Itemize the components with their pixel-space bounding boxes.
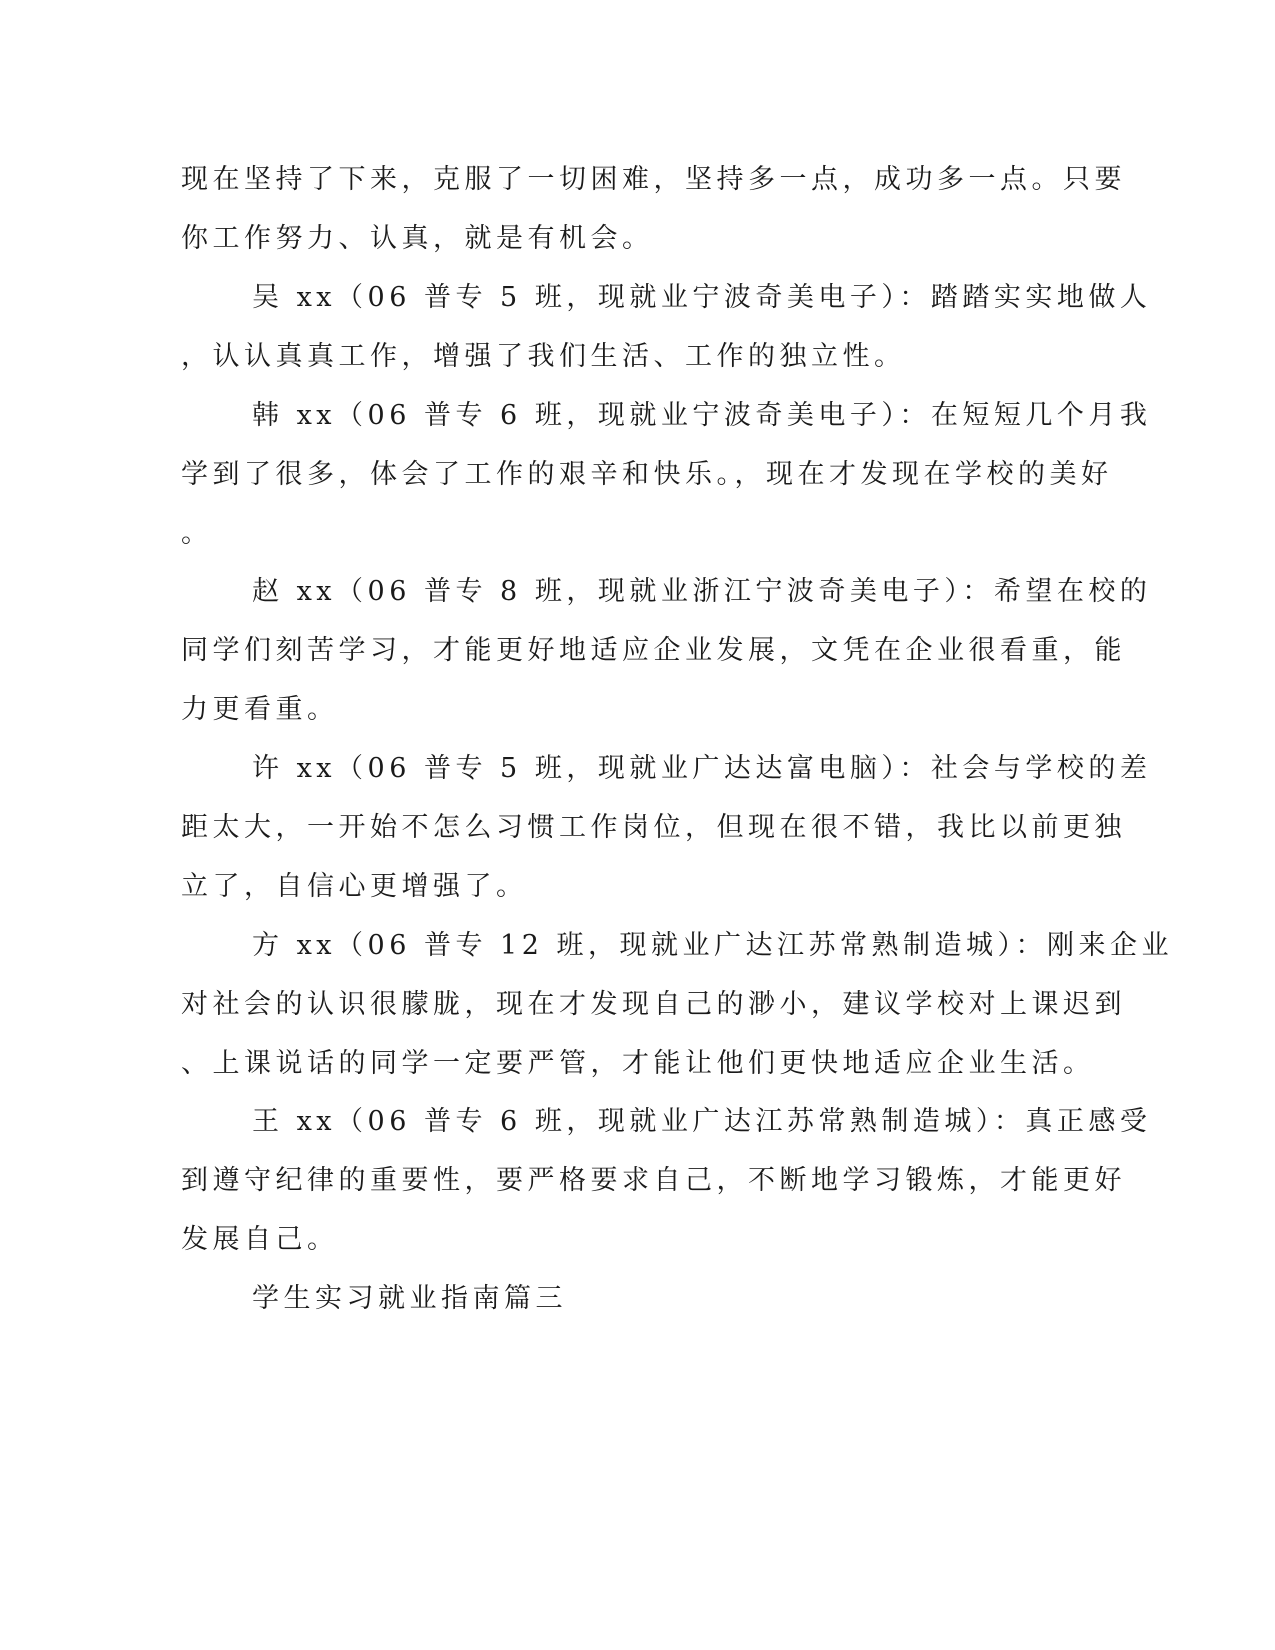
text-line: 力更看重。 [181,694,339,725]
text-line: 吴 xx（06 普专 5 班，现就业宁波奇美电子）：踏踏实实地做人 [252,282,1152,313]
text-line: 你工作努力、认真，就是有机会。 [181,223,654,254]
text-line: 立了，自信心更增强了。 [181,871,528,902]
text-line: 王 xx（06 普专 6 班，现就业广达江苏常熟制造城）：真正感受 [252,1106,1152,1137]
section-heading: 学生实习就业指南篇三 [252,1283,567,1314]
text-line: 、上课说话的同学一定要严管，才能让他们更快地适应企业生活。 [181,1048,1095,1079]
text-line: 到遵守纪律的重要性，要严格要求自己，不断地学习锻炼，才能更好 [181,1165,1126,1196]
text-line: 韩 xx（06 普专 6 班，现就业宁波奇美电子）：在短短几个月我 [252,400,1152,431]
text-line: 。 [181,518,213,549]
text-line: 对社会的认识很朦胧，现在才发现自己的渺小，建议学校对上课迟到 [181,989,1126,1020]
text-line: ，认认真真工作，增强了我们生活、工作的独立性。 [181,341,906,372]
text-line: 现在坚持了下来，克服了一切困难，坚持多一点，成功多一点。只要 [181,164,1126,195]
text-line: 发展自己。 [181,1224,339,1255]
text-line: 许 xx（06 普专 5 班，现就业广达达富电脑）：社会与学校的差 [252,753,1152,784]
text-line: 距太大，一开始不怎么习惯工作岗位，但现在很不错，我比以前更独 [181,812,1126,843]
text-line: 赵 xx（06 普专 8 班，现就业浙江宁波奇美电子）：希望在校的 [252,576,1152,607]
text-line: 方 xx（06 普专 12 班，现就业广达江苏常熟制造城）：刚来企业 [252,930,1173,961]
text-line: 学到了很多，体会了工作的艰辛和快乐。，现在才发现在学校的美好 [181,459,1113,490]
text-line: 同学们刻苦学习，才能更好地适应企业发展，文凭在企业很看重，能 [181,635,1126,666]
